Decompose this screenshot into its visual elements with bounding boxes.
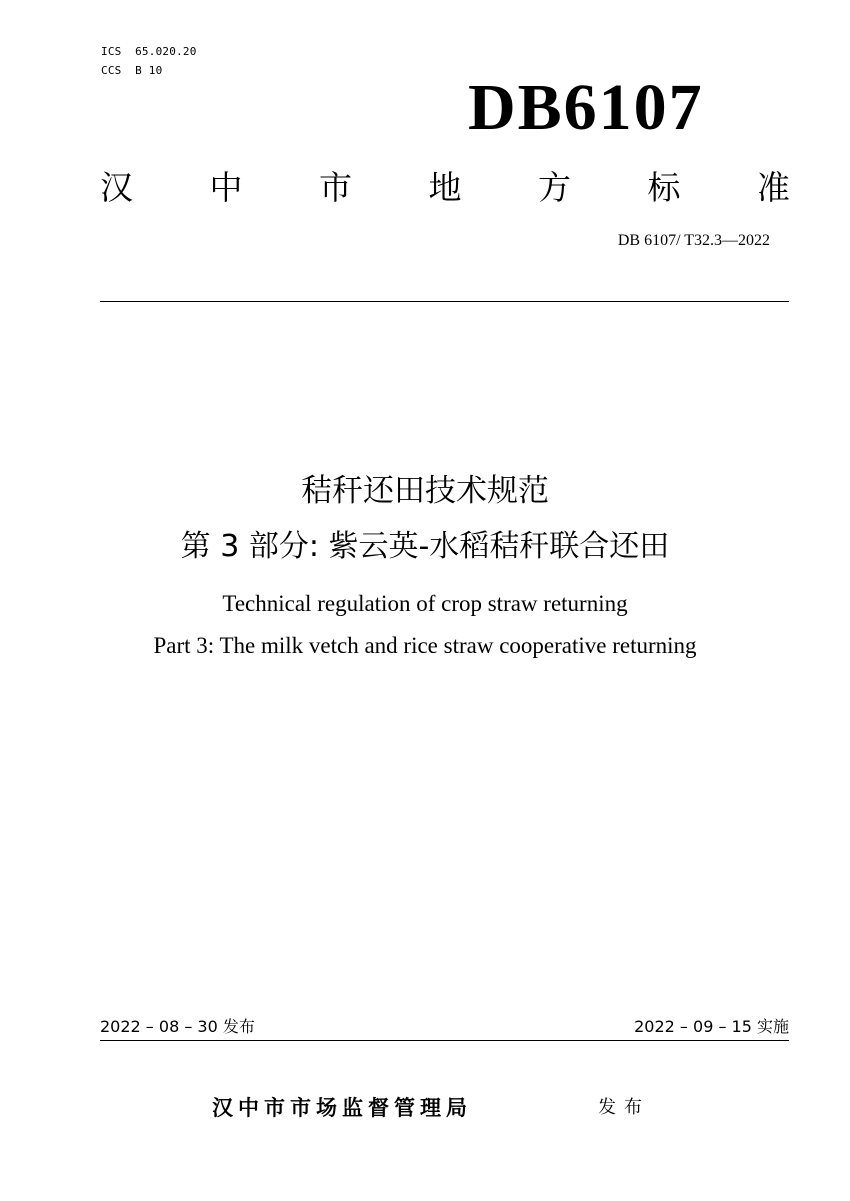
title-english-part: Part 3: The milk vetch and rice straw cooperative returning xyxy=(153,633,697,658)
implement-date: 2022 – 09 – 15 实施 xyxy=(634,1017,789,1036)
standard-type-char: 中 xyxy=(209,167,243,207)
standard-type-char: 准 xyxy=(757,167,790,207)
ics-code: ICS 65.020.20 xyxy=(101,45,197,58)
date-row xyxy=(100,1016,789,1041)
standard-type-char: 方 xyxy=(538,167,571,207)
standard-type-char: 汉 xyxy=(100,167,133,207)
ccs-code: CCS B 10 xyxy=(101,64,163,77)
standard-code: DB6107 xyxy=(468,71,704,144)
header-divider xyxy=(100,301,789,302)
standard-type-char: 地 xyxy=(428,167,462,207)
title-chinese-main: 秸秆还田技术规范 xyxy=(301,473,549,509)
standard-type-title xyxy=(100,162,790,208)
classification-codes xyxy=(101,42,197,80)
title-chinese-part: 第 3 部分: 紫云英-水稻秸秆联合还田 xyxy=(180,529,670,564)
standard-type-char: 标 xyxy=(647,167,681,207)
standard-number: DB 6107/ T32.3—2022 xyxy=(617,232,770,249)
issue-label: 发布 xyxy=(598,1097,650,1118)
standard-type-char: 市 xyxy=(319,167,352,207)
issuing-authority: 汉中市市场监督管理局 xyxy=(212,1096,472,1120)
title-english-main: Technical regulation of crop straw returning xyxy=(222,591,628,616)
publish-date: 2022 – 08 – 30 发布 xyxy=(100,1017,255,1036)
